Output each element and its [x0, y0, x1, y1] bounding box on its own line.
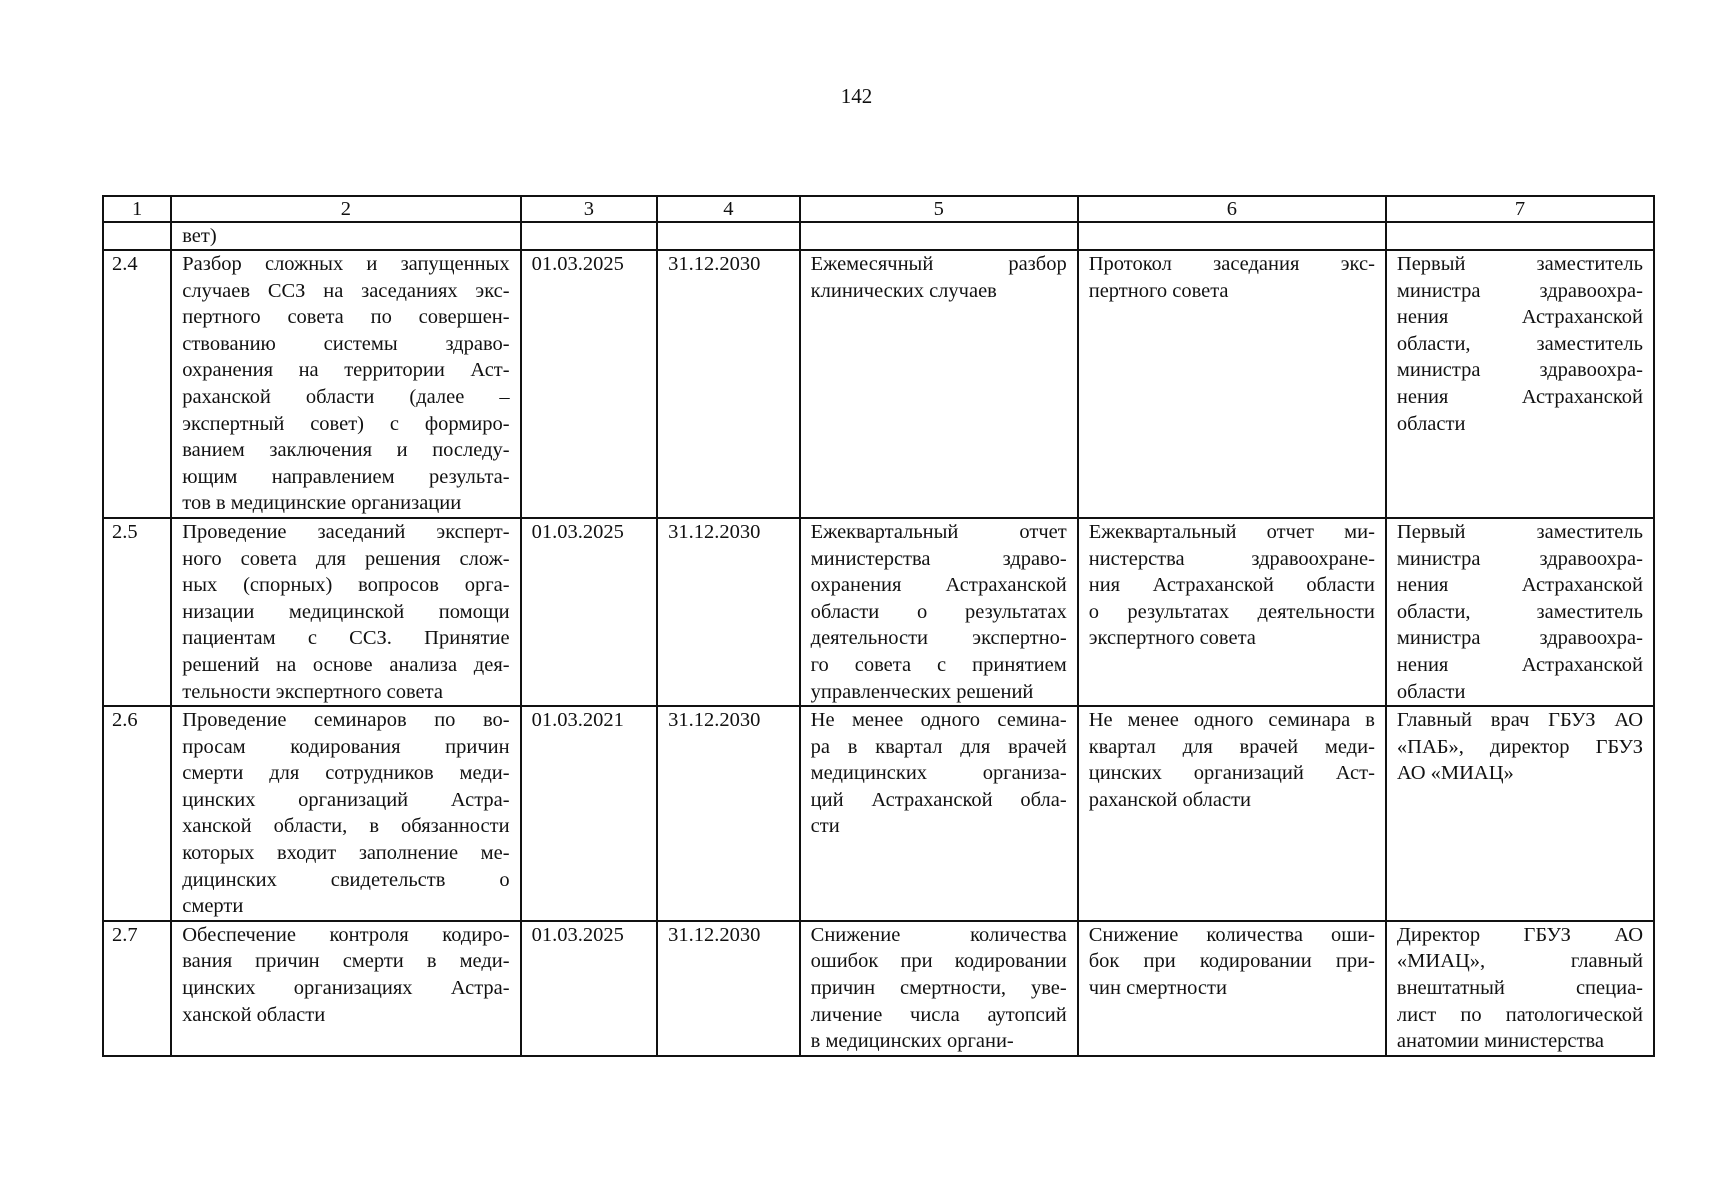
measure-name-line: ханской области — [182, 1003, 326, 1026]
column-number: 2 — [171, 196, 520, 222]
column-number-row — [103, 196, 1654, 222]
measure-name-line: цинских организациях Астра- — [182, 977, 510, 1000]
control-document-line: Снижение количества оши- — [1088, 923, 1375, 946]
item-number: 2.5 — [103, 518, 171, 706]
control-document — [1078, 706, 1386, 921]
measure-name-line: тов в медицинские организации — [182, 492, 462, 515]
table-row — [103, 706, 1654, 921]
table-row — [103, 250, 1654, 518]
continuation-cell-2: вет) — [171, 222, 520, 250]
expected-result — [800, 706, 1078, 921]
page-number: 142 — [840, 84, 873, 108]
continuation-cell-5 — [800, 222, 1078, 250]
expected-result-line: ций Астраханской обла- — [810, 788, 1067, 811]
control-document-line: цинских организаций Аст- — [1088, 762, 1375, 785]
measure-name — [171, 921, 520, 1056]
responsible-person — [1386, 921, 1654, 1056]
measure-name — [171, 518, 520, 706]
responsible-person-line: области, заместитель — [1396, 600, 1643, 623]
responsible-person-line: лист по патологической — [1396, 1003, 1643, 1026]
expected-result-line: Снижение количества — [810, 923, 1067, 946]
column-number: 5 — [800, 196, 1078, 222]
control-document-line: чин смертности — [1088, 977, 1227, 1000]
expected-result — [800, 250, 1078, 518]
measure-name-line: ных (спорных) вопросов орга- — [182, 574, 510, 597]
responsible-person-line: АО «МИАЦ» — [1396, 762, 1514, 785]
expected-result-line: ра в квартал для врачей — [810, 735, 1067, 758]
measure-name-line: Проведение заседаний эксперт- — [182, 520, 510, 543]
measure-name — [171, 250, 520, 518]
responsible-person-line: министра здравоохра- — [1396, 547, 1643, 570]
control-document-line: нистерства здравоохране- — [1088, 547, 1375, 570]
measure-name-line: низации медицинской помощи — [182, 600, 510, 623]
measure-name-line: решений на основе анализа дея- — [182, 653, 510, 676]
measure-name-line: Обеспечение контроля кодиро- — [182, 923, 510, 946]
measure-name-line: случаев ССЗ на заседаниях экс- — [182, 279, 510, 302]
measure-name-line: ванием заключения и последу- — [182, 439, 510, 462]
control-document-line: пертного совета — [1088, 279, 1229, 302]
expected-result-line: министерства здраво- — [810, 547, 1067, 570]
measure-name-line: просам кодирования причин — [182, 735, 510, 758]
expected-result-line: причин смертности, уве- — [810, 977, 1067, 1000]
table-row — [103, 921, 1654, 1056]
responsible-person-line: нения Астраханской — [1396, 385, 1643, 408]
item-number: 2.7 — [103, 921, 171, 1056]
measure-name-line: смерти для сотрудников меди- — [182, 762, 510, 785]
expected-result-line: го совета с принятием — [810, 653, 1067, 676]
continuation-cell-7 — [1386, 222, 1654, 250]
measure-name-line: Разбор сложных и запущенных — [182, 253, 510, 275]
measure-name-line: вания причин смерти в меди- — [182, 950, 510, 973]
expected-result-line: управленческих решений — [810, 680, 1034, 703]
measure-name-line: экспертный совет) с формиро- — [182, 412, 510, 435]
expected-result-line: личение числа аутопсий — [810, 1003, 1067, 1026]
measure-name-line: дицинских свидетельств о — [182, 868, 510, 891]
expected-result-line: Ежеквартальный отчет — [810, 520, 1067, 543]
expected-result-line: Ежемесячный разбор — [810, 253, 1067, 275]
control-document-line: Ежеквартальный отчет ми- — [1088, 520, 1375, 543]
control-document-line: бок при кодировании при- — [1088, 950, 1375, 973]
control-document — [1078, 250, 1386, 518]
end-date: 31.12.2030 — [657, 921, 800, 1056]
responsible-person-line: министра здравоохра- — [1396, 279, 1643, 302]
measure-name-line: тельности экспертного совета — [182, 680, 443, 703]
expected-result-line: медицинских организа- — [810, 762, 1067, 785]
continuation-cell-3 — [521, 222, 658, 250]
measure-name-line: ханской области, в обязанности — [182, 815, 510, 838]
expected-result-line: области о результатах — [810, 600, 1067, 623]
measure-name-line: пертного совета по совершен- — [182, 306, 510, 329]
responsible-person-line: «МИАЦ», главный — [1396, 950, 1643, 973]
control-document — [1078, 921, 1386, 1056]
measures-table — [102, 195, 1655, 1057]
column-number: 1 — [103, 196, 171, 222]
measure-name-line: ствованию системы здраво- — [182, 332, 510, 355]
responsible-person-line: области — [1396, 412, 1466, 435]
item-number: 2.6 — [103, 706, 171, 921]
expected-result-line: в медицинских органи- — [810, 1030, 1014, 1053]
responsible-person-line: «ПАБ», директор ГБУЗ — [1396, 735, 1643, 758]
responsible-person — [1386, 250, 1654, 518]
control-document-line: Протокол заседания экс- — [1088, 253, 1375, 275]
responsible-person-line: Главный врач ГБУЗ АО — [1396, 709, 1643, 732]
table-row — [103, 518, 1654, 706]
measure-name-line: цинских организаций Астра- — [182, 788, 510, 811]
expected-result-line: Не менее одного семина- — [810, 709, 1067, 732]
responsible-person-line: Первый заместитель — [1396, 253, 1643, 275]
responsible-person-line: внештатный специа- — [1396, 977, 1643, 1000]
control-document-line: ния Астраханской области — [1088, 574, 1375, 597]
continuation-cell-1 — [103, 222, 171, 250]
responsible-person-line: нения Астраханской — [1396, 653, 1643, 676]
responsible-person-line: Директор ГБУЗ АО — [1396, 923, 1643, 946]
measure-name-line: раханской области (далее – — [182, 385, 510, 408]
responsible-person-line: нения Астраханской — [1396, 574, 1643, 597]
measure-name-line: которых входит заполнение ме- — [182, 842, 510, 865]
responsible-person-line: Первый заместитель — [1396, 520, 1643, 543]
responsible-person-line: министра здравоохра- — [1396, 627, 1643, 650]
start-date: 01.03.2025 — [521, 921, 658, 1056]
responsible-person-line: нения Астраханской — [1396, 306, 1643, 329]
continuation-cell-6 — [1078, 222, 1386, 250]
start-date: 01.03.2021 — [521, 706, 658, 921]
start-date: 01.03.2025 — [521, 518, 658, 706]
column-number: 4 — [657, 196, 800, 222]
expected-result-line: ошибок при кодировании — [810, 950, 1067, 973]
expected-result-line: деятельности экспертно- — [810, 627, 1067, 650]
item-number: 2.4 — [103, 250, 171, 518]
expected-result-line: охранения Астраханской — [810, 574, 1067, 597]
responsible-person-line: анатомии министерства — [1396, 1030, 1604, 1053]
end-date: 31.12.2030 — [657, 518, 800, 706]
control-document-line: раханской области — [1088, 788, 1252, 811]
expected-result-line: сти — [810, 815, 840, 838]
responsible-person-line: области — [1396, 680, 1466, 703]
responsible-person-line: области, заместитель — [1396, 332, 1643, 355]
control-document-line: Не менее одного семинара в — [1088, 709, 1375, 732]
column-number: 3 — [521, 196, 658, 222]
measure-name-line: смерти — [182, 895, 244, 918]
measure-name-line: ного совета для решения слож- — [182, 547, 510, 570]
measure-name — [171, 706, 520, 921]
expected-result — [800, 921, 1078, 1056]
measure-name-line: Проведение семинаров по во- — [182, 709, 510, 732]
measure-name-line: охранения на территории Аст- — [182, 359, 510, 382]
measure-name-line: ющим направлением результа- — [182, 465, 510, 488]
expected-result — [800, 518, 1078, 706]
control-document — [1078, 518, 1386, 706]
continuation-cell-4 — [657, 222, 800, 250]
end-date: 31.12.2030 — [657, 250, 800, 518]
control-document-line: о результатах деятельности — [1088, 600, 1375, 623]
continuation-row — [103, 222, 1654, 250]
expected-result-line: клинических случаев — [810, 279, 997, 302]
responsible-person — [1386, 518, 1654, 706]
responsible-person — [1386, 706, 1654, 921]
responsible-person-line: министра здравоохра- — [1396, 359, 1643, 382]
start-date: 01.03.2025 — [521, 250, 658, 518]
column-number: 6 — [1078, 196, 1386, 222]
measure-name-line: пациентам с ССЗ. Принятие — [182, 627, 510, 650]
column-number: 7 — [1386, 196, 1654, 222]
control-document-line: экспертного совета — [1088, 627, 1256, 650]
end-date: 31.12.2030 — [657, 706, 800, 921]
control-document-line: квартал для врачей меди- — [1088, 735, 1375, 758]
